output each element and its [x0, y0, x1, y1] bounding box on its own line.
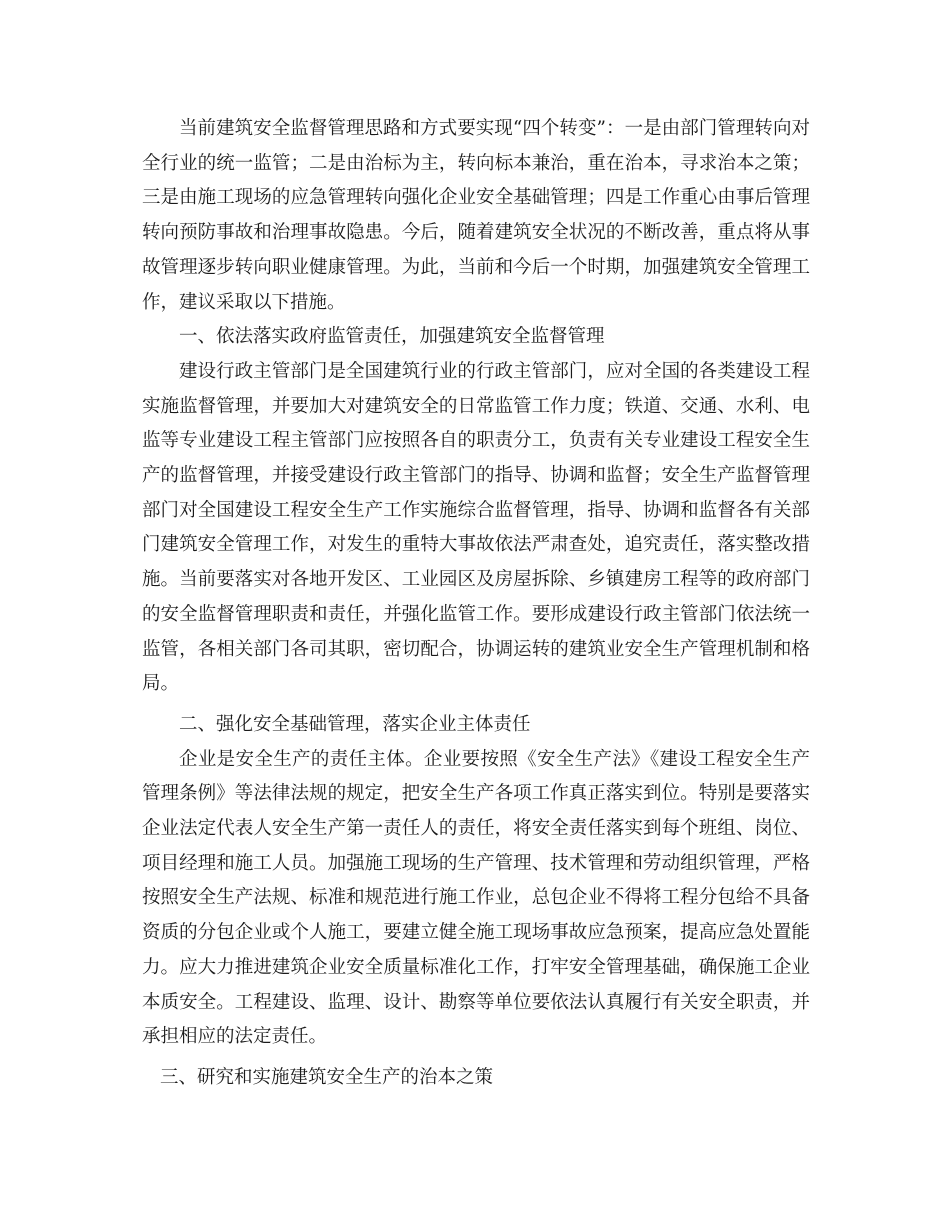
intro-paragraph: 当前建筑安全监督管理思路和方式要实现“四个转变”：一是由部门管理转向对全行业的统一监管；二是由治标为主，转向标本兼治，重在治本，寻求治本之策；三是由施工现场的应急管理转向强化企业安全基础管理；四是工作重心由事后管理转向预防事故和治理事故隐患。今后，随着建筑安全状况的不断改善，重点将从事故管理逐步转向职业健康管理。为此，当前和今后一个时期，加强建筑安全管理工作，建议采取以下措施。 [142, 118, 810, 313]
section-1-paragraph: 建设行政主管部门是全国建筑行业的行政主管部门，应对全国的各类建设工程实施监督管理，并要加大对建筑安全的日常监管工作力度；铁道、交通、水利、电监等专业建设工程主管部门应按照各自的职责分工，负责有关专业建设工程安全生产的监督管理，并接受建设行政主管部门的指导、协调和监督；安全生产监督管理部门对全国建设工程安全生产工作实施综合监督管理，指导、协调和监督各有关部门建筑安全管理工作，对发生的重特大事故依法严肃查处，追究责任，落实整改措施。当前要落实对各地开发区、工业园区及房屋拆除、乡镇建房工程等的政府部门的安全监督管理职责和责任，并强化监管工作。要形成建设行政主管部门依法统一监管，各相关部门各司其职，密切配合，协调运转的建筑业安全生产管理机制和格局。 [142, 360, 810, 695]
section-heading-2: 二、强化安全基础管理，落实企业主体责任 [179, 713, 531, 735]
section-heading-3: 三、研究和实施建筑安全生产的治本之策 [160, 1066, 494, 1088]
document-body [142, 112, 810, 1096]
section-2-paragraph: 企业是安全生产的责任主体。企业要按照《安全生产法》《建设工程安全生产管理条例》等法律法规的规定，把安全生产各项工作真正落实到位。特别是要落实企业法定代表人安全生产第一责任人的责任，将安全责任落实到每个班组、岗位、项目经理和施工人员。加强施工现场的生产管理、技术管理和劳动组织管理，严格按照安全生产法规、标准和规范进行施工作业，总包企业不得将工程分包给不具备资质的分包企业或个人施工，要建立健全施工现场事故应急预案，提高应急处置能力。应大力推进建筑企业安全质量标准化工作，打牢安全管理基础，确保施工企业本质安全。工程建设、监理、设计、勘察等单位要依法认真履行有关安全职责，并承担相应的法定责任。 [142, 748, 810, 1048]
section-heading-1: 一、依法落实政府监管责任，加强建筑安全监督管理 [179, 326, 605, 348]
